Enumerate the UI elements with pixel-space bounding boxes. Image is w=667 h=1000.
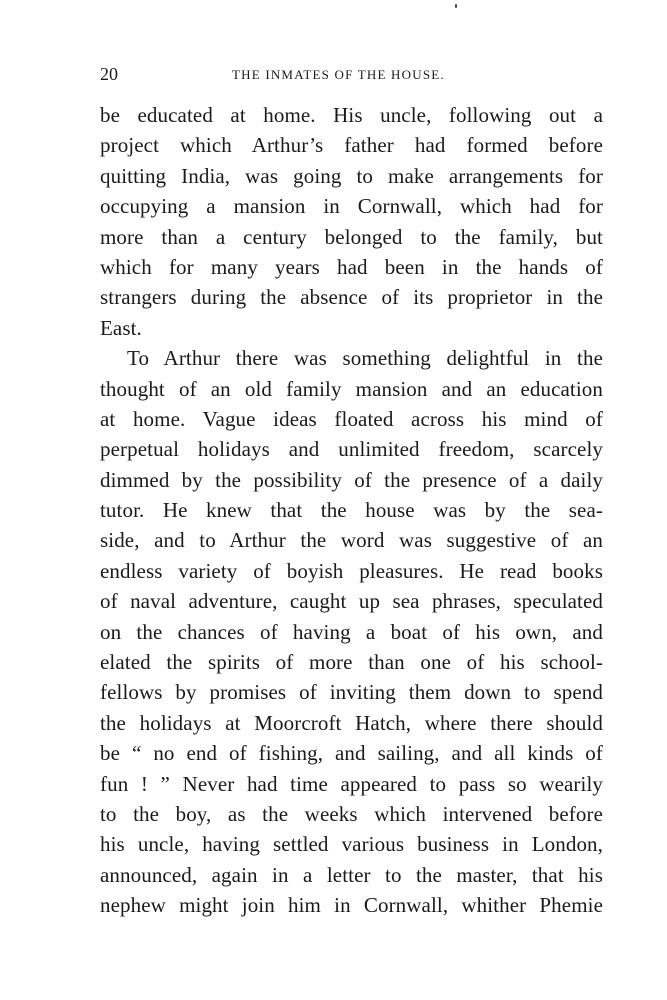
text-line: perpetual holidays and unlimited freedom, scarcely: [100, 437, 603, 462]
body-text: [100, 100, 603, 921]
text-line: thought of an old family mansion and an education: [100, 376, 603, 401]
text-line: at home. Vague ideas floated across his mind of: [100, 406, 603, 431]
text-line: strangers during the absence of its proprietor in the: [100, 285, 603, 310]
print-speck: [455, 4, 457, 8]
text-line: his uncle, having settled various business in London,: [100, 832, 603, 857]
text-line: announced, again in a letter to the master, that his: [100, 862, 603, 887]
text-line: fellows by promises of inviting them down to spend: [100, 680, 603, 705]
text-line: elated the spirits of more than one of his school-: [100, 650, 603, 675]
text-line: nephew might join him in Cornwall, whither Phemie: [100, 893, 603, 918]
text-line: quitting India, was going to make arrangements for: [100, 163, 603, 188]
text-line: tutor. He knew that the house was by the sea-: [100, 498, 603, 523]
text-line: project which Arthur’s father had formed before: [100, 133, 603, 158]
text-line: to the boy, as the weeks which intervened before: [100, 801, 603, 826]
text-line: be “ no end of fishing, and sailing, and all kinds of: [100, 741, 603, 766]
text-line: which for many years had been in the hands of: [100, 254, 603, 279]
text-line: dimmed by the possibility of the presence of a daily: [100, 467, 603, 492]
text-line: endless variety of boyish pleasures. He read books: [100, 558, 603, 583]
text-line: on the chances of having a boat of his own, and: [100, 619, 603, 644]
running-title: THE INMATES OF THE HOUSE.: [232, 67, 445, 82]
text-line: fun ! ” Never had time appeared to pass so wearily: [100, 771, 603, 796]
text-line: To Arthur there was something delightful in the: [127, 346, 603, 371]
text-line: the holidays at Moorcroft Hatch, where there should: [100, 710, 603, 735]
page-header: [100, 64, 605, 84]
page-number: 20: [100, 64, 118, 84]
text-line: be educated at home. His uncle, following out a: [100, 103, 603, 127]
text-line: side, and to Arthur the word was suggestive of an: [100, 528, 603, 553]
text-line: more than a century belonged to the family, but: [100, 224, 603, 249]
text-line: occupying a mansion in Cornwall, which had for: [100, 194, 603, 219]
text-line: of naval adventure, caught up sea phrases, speculated: [100, 589, 603, 614]
text-line: East.: [100, 315, 142, 340]
